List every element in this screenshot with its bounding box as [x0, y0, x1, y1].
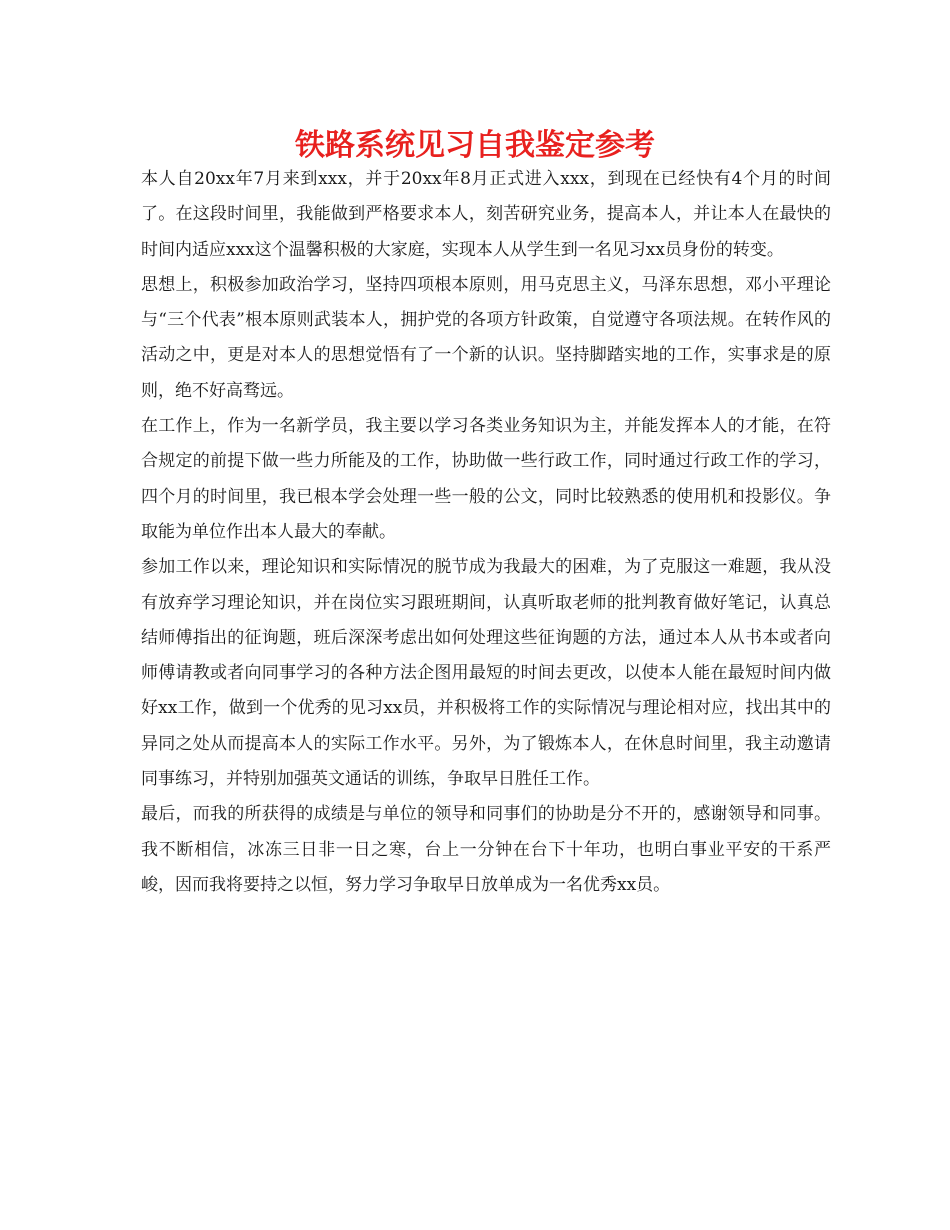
paragraph-conclusion: 最后，而我的所获得的成绩是与单位的领导和同事们的协助是分不开的，感谢领导和同事。我不断相信，冰冻三日非一日之寒，台上一分钟在台下十年功，也明白事业平安的干系严峻，因而我将要持之以恒，努力学习争取早日放单成为一名优秀xx员。 [141, 804, 831, 895]
document-body [141, 162, 831, 903]
document-title: 铁路系统见习自我鉴定参考 [295, 128, 655, 163]
paragraph-work: 在工作上，作为一名新学员，我主要以学习各类业务知识为主，并能发挥本人的才能，在符合规定的前提下做一些力所能及的工作，协助做一些行政工作，同时通过行政工作的学习，四个月的时间里，我已根本学会处理一些一般的公文，同时比较熟悉的使用机和投影仪。争取能为单位作出本人最大的奉献。 [141, 416, 831, 542]
paragraph-difficulties: 参加工作以来，理论知识和实际情况的脱节成为我最大的困难，为了克服这一难题，我从没有放弃学习理论知识，并在岗位实习跟班期间，认真听取老师的批判教育做好笔记，认真总结师傅指出的征询题，班后深深考虑出如何处理这些征询题的方法，通过本人从书本或者向师傅请教或者向同事学习的各种方法企图用最短的时间去更改，以使本人能在最短时间内做好xx工作，做到一个优秀的见习xx员，并积极将工作的实际情况与理论相对应，找出其中的异同之处从而提高本人的实际工作水平。另外，为了锻炼本人，在休息时间里，我主动邀请同事练习，并特别加强英文通话的训练，争取早日胜任工作。 [141, 557, 831, 790]
paragraph-intro: 本人自20xx年7月来到xxx，并于20xx年8月正式进入xxx，到现在已经快有4个月的时间了。在这段时间里，我能做到严格要求本人，刻苦研究业务，提高本人，并让本人在最快的时间内适应xxx这个温馨积极的大家庭，实现本人从学生到一名见习xx员身份的转变。 [141, 169, 831, 260]
paragraph-ideology: 思想上，积极参加政治学习，坚持四项根本原则，用马克思主义，马泽东思想，邓小平理论与“三个代表”根本原则武装本人，拥护党的各项方针政策，自觉遵守各项法规。在转作风的活动之中，更是对本人的思想觉悟有了一个新的认识。坚持脚踏实地的工作，实事求是的原则，绝不好高骛远。 [141, 274, 831, 401]
